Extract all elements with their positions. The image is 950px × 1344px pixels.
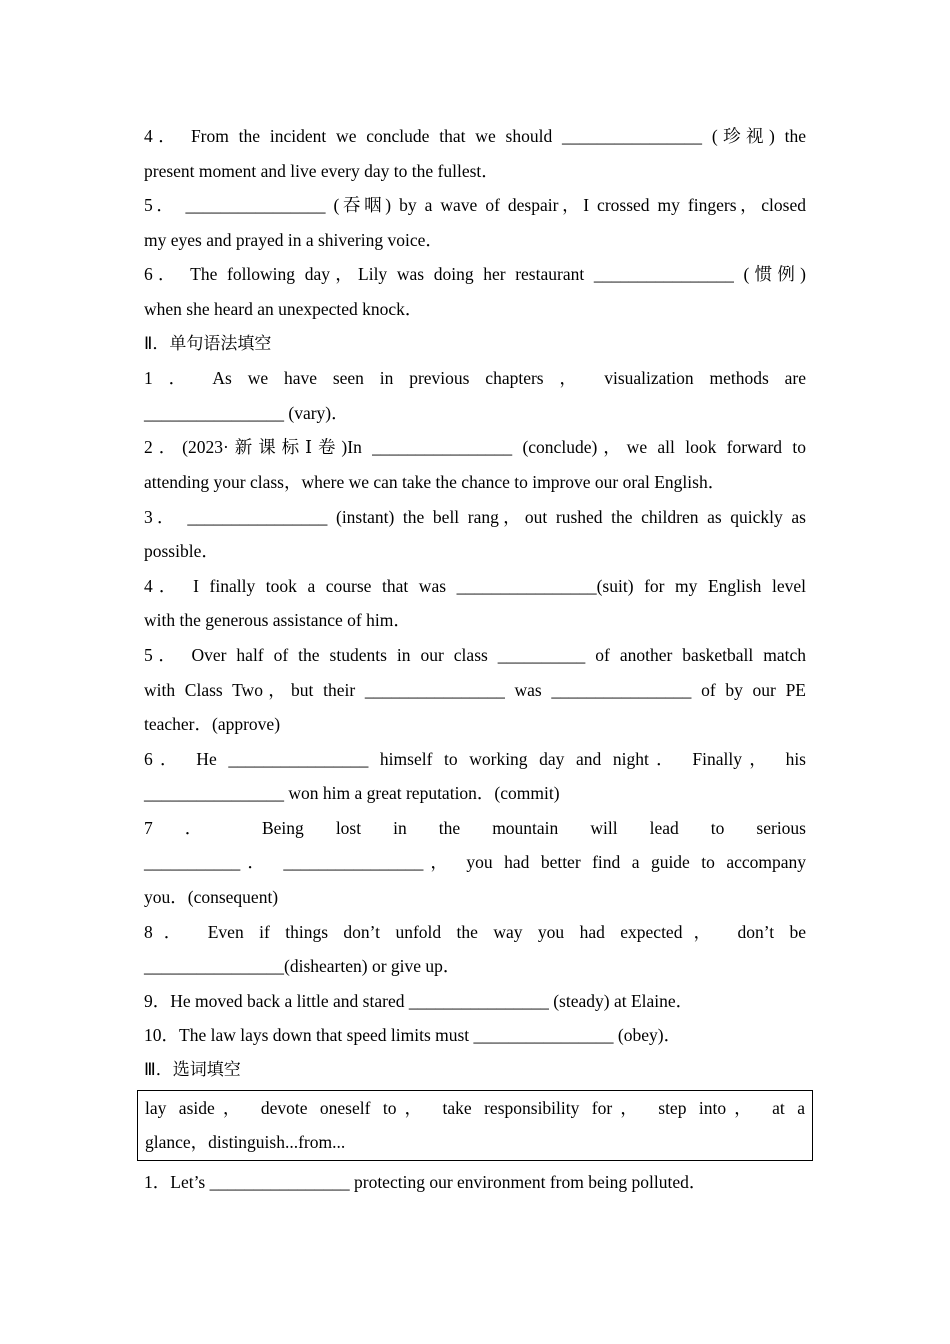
s2-question-7-line-2: ___________． ________________， you had better find a guide to accompany (144, 852, 806, 873)
s2-question-1-line-1: 1 ． As we have seen in previous chapters ， visualization methods are (144, 368, 806, 389)
s2-question-2-line-2: attending your class，where we can take the chance to improve our oral English． (144, 471, 726, 492)
s2-question-5-line-3: teacher．(approve) (144, 714, 281, 735)
s2-question-2-line-1: 2．(2023·新课标Ⅰ卷)In ________________ (conclude)，we all look forward to (144, 437, 806, 458)
section-3-heading: Ⅲ．选词填空 (144, 1060, 241, 1081)
question-5-line-2: my eyes and prayed in a shivering voice． (144, 229, 443, 250)
s2-question-3-line-1: 3． ________________ (instant) the bell rang，out rushed the children as quickly as (144, 506, 806, 527)
question-4-line-2: present moment and live every day to the fullest． (144, 160, 499, 181)
s2-question-10: 10．The law lays down that speed limits must ________________ (obey)． (144, 1025, 682, 1046)
question-6-line-1: 6． The following day，Lily was doing her restaurant ________________ (惯例) (144, 264, 806, 285)
word-bank-box (137, 1090, 813, 1161)
s2-question-5-line-2: with Class Two，but their ________________ was ________________ of by our PE (144, 679, 806, 700)
question-4-line-1: 4． From the incident we conclude that we should ________________ (珍视) the (144, 126, 806, 146)
question-6-line-2: when she heard an unexpected knock． (144, 298, 423, 319)
s2-question-7-line-3: you．(consequent) (144, 887, 279, 908)
s2-question-6-line-1: 6． He ________________ himself to working day and night． Finally， his (144, 748, 806, 769)
s2-question-8-line-1: 8． Even if things don’t unfold the way you had expected， don’t be (144, 921, 806, 942)
document-page (144, 119, 806, 1199)
s2-question-7-line-1: 7 ． Being lost in the mountain will lead to serious (144, 817, 806, 838)
word-bank-line-1: lay aside， devote oneself to， take responsibility for， step into， at a (145, 1097, 805, 1118)
s3-question-1: 1．Let’s ________________ protecting our environment from being polluted． (144, 1171, 707, 1192)
s2-question-1-line-2: ________________ (vary)． (144, 402, 349, 423)
s2-question-3-line-2: possible． (144, 541, 219, 562)
s2-question-9: 9．He moved back a little and stared ________________ (steady) at Elaine． (144, 990, 694, 1011)
s2-question-4-line-1: 4． I finally took a course that was ________________(suit) for my English level (144, 575, 806, 596)
s2-question-8-line-2: ________________(dishearten) or give up． (144, 956, 461, 977)
s2-question-6-line-2: ________________ won him a great reputation．(commit) (144, 783, 560, 804)
section-2-heading: Ⅱ．单句语法填空 (144, 333, 272, 354)
word-bank-line-2: glance，distinguish...from... (145, 1132, 346, 1153)
question-5-line-1: 5． ________________ (吞咽) by a wave of despair，I crossed my fingers，closed (144, 195, 806, 216)
s2-question-4-line-2: with the generous assistance of him． (144, 610, 411, 631)
s2-question-5-line-1: 5． Over half of the students in our class __________ of another basketball match (144, 644, 806, 665)
